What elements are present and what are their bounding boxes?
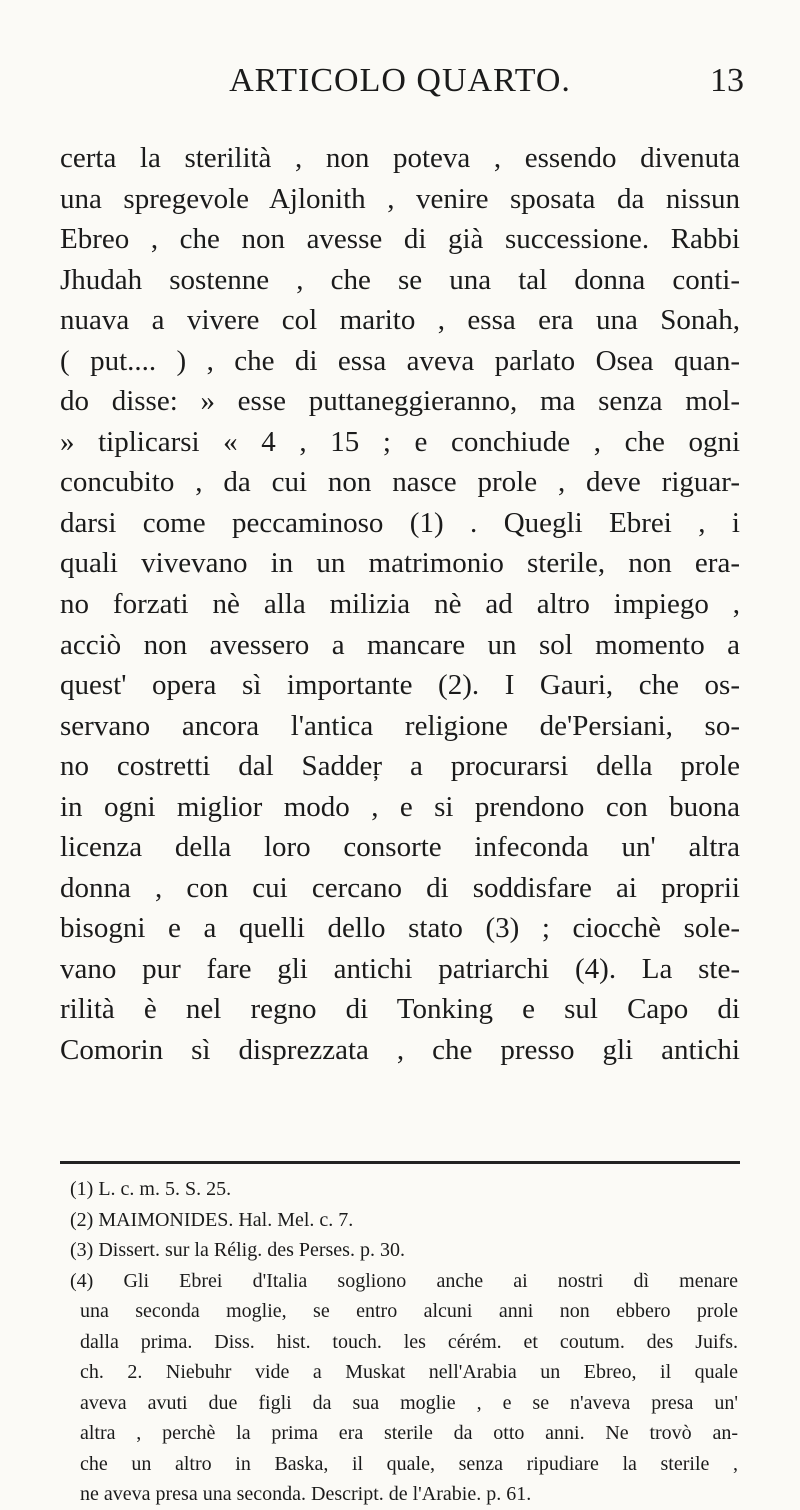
footnote-3: (3) Dissert. sur la Rélig. des Perses. p. 30. <box>70 1239 405 1261</box>
body-line: certa la sterilità , non poteva , essendo divenuta <box>60 142 740 174</box>
body-line: quest' opera sì importante (2). I Gauri, che os- <box>60 669 740 702</box>
footnote-4-line: aveva avuti due figli da sua moglie , e se n'aveva presa un' <box>80 1391 738 1414</box>
body-line: rilità è nel regno di Tonking e sul Capo di <box>60 993 740 1026</box>
footnote-4-line: che un altro in Baska, il quale, senza ripudiare la sterile , <box>80 1452 738 1475</box>
body-line: do disse: » esse puttaneggieranno, ma senza mol- <box>60 385 740 418</box>
footnotes <box>70 1174 738 1510</box>
body-line: concubito , da cui non nasce prole , deve riguar- <box>60 466 740 499</box>
body-line: Comorin sì disprezzata , che presso gli antichi <box>60 1034 740 1067</box>
body-line: servano ancora l'antica religione de'Persiani, so- <box>60 709 740 742</box>
body-text <box>60 138 740 1071</box>
body-line: no costretti dal Saddeŗ a procurarsi della prole <box>60 750 740 783</box>
body-line: ( put.... ) , che di essa aveva parlato Osea quan- <box>60 344 740 377</box>
footnote-2: (2) MAIMONIDES. Hal. Mel. c. 7. <box>70 1208 354 1231</box>
body-line: vano pur fare gli antichi patriarchi (4). La ste- <box>60 952 740 985</box>
footnote-rule <box>60 1161 740 1164</box>
page-number: 13 <box>710 62 744 99</box>
body-line: nuava a vivere col marito , essa era una Sonah, <box>60 304 740 337</box>
body-line: donna , con cui cercano di soddisfare ai proprii <box>60 871 740 904</box>
body-line: licenza della loro consorte infeconda un' altra <box>60 831 740 864</box>
body-line: » tiplicarsi « 4 , 15 ; e conchiude , che ogni <box>60 425 740 458</box>
body-line: Ebreo , che non avesse di già successione. Rabbi <box>60 223 740 256</box>
footnote-4-line: altra , perchè la prima era sterile da otto anni. Ne trovò an- <box>80 1422 738 1444</box>
body-line: Jhudah sostenne , che se una tal donna conti- <box>60 263 740 296</box>
footnote-4-line: dalla prima. Diss. hist. touch. les cérém. et coutum. des Juifs. <box>80 1330 738 1353</box>
body-line: una spregevole Ajlonith , venire sposata da nissun <box>60 182 740 215</box>
body-line: bisogni e a quelli dello stato (3) ; ciocchè sole- <box>60 912 740 945</box>
body-line: no forzati nè alla milizia nè ad altro impiego , <box>60 588 740 621</box>
body-line: darsi come peccaminoso (1) . Quegli Ebrei , i <box>60 506 740 539</box>
footnote-4: (4) Gli Ebrei d'Italia sogliono anche ai nostri dì menare <box>70 1269 738 1292</box>
body-line: quali vivevano in un matrimonio sterile, non era- <box>60 547 740 580</box>
footnote-4-line: ne aveva presa una seconda. Descript. de l'Arabie. p. 61. <box>80 1483 532 1505</box>
footnote-1: (1) L. c. m. 5. S. 25. <box>70 1178 232 1200</box>
body-line: in ogni miglior modo , e si prendono con buona <box>60 790 740 823</box>
body-line: acciò non avessero a mancare un sol momento a <box>60 628 740 661</box>
running-head <box>60 24 744 99</box>
footnote-4-line: ch. 2. Niebuhr vide a Muskat nell'Arabia un Ebreo, il quale <box>80 1361 738 1383</box>
footnote-4-line: una seconda moglie, se entro alcuni anni non ebbero prole <box>80 1300 738 1322</box>
running-title: ARTICOLO QUARTO. <box>229 62 571 99</box>
